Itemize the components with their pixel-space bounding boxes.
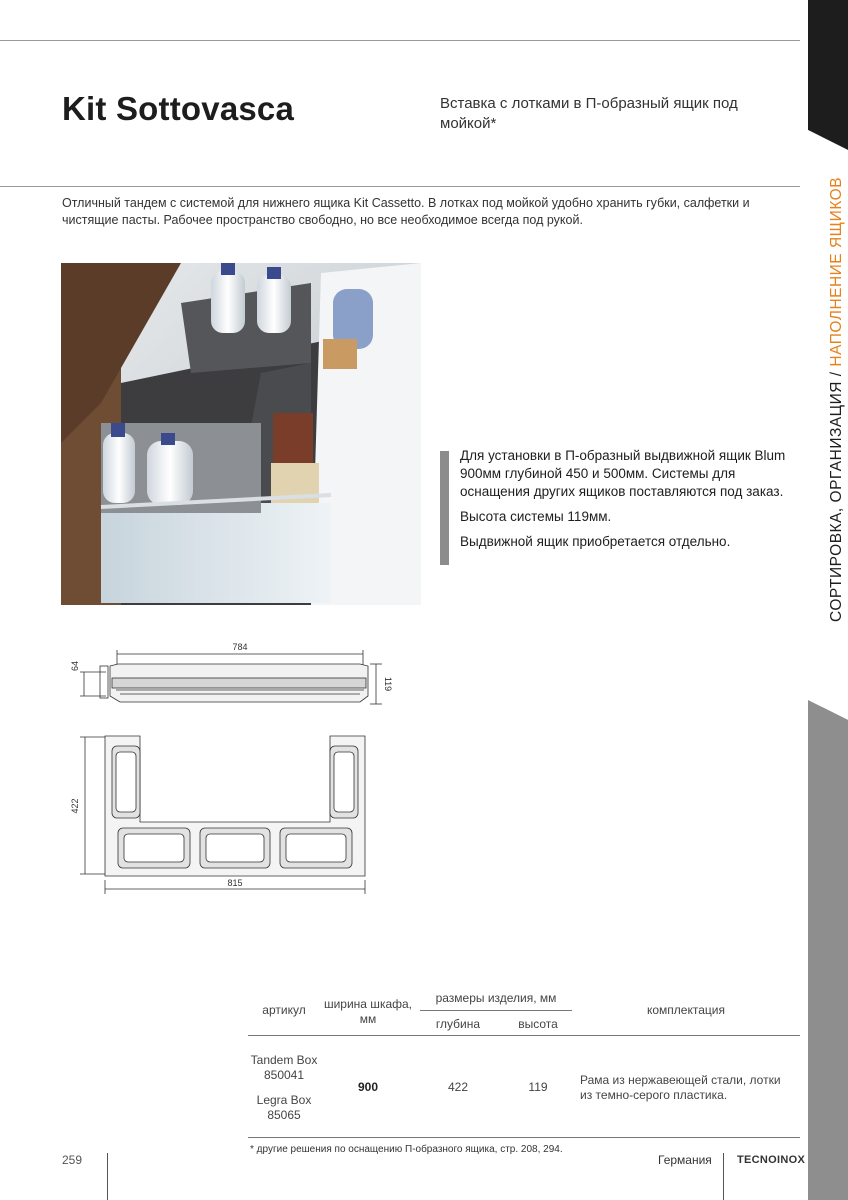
header-cabinet-width: ширина шкафа, мм [323, 997, 413, 1026]
info-height-text: Высота системы 119мм. [460, 509, 612, 524]
info-install-text: Для установки в П-образный выдвижной ящик Blum 900мм глубиной 450 и 500мм. Системы для оснащения других ящиков поставляются под заказ. [460, 448, 786, 499]
info-block [460, 447, 800, 558]
header-height: высота [518, 1017, 558, 1031]
top-rule [0, 40, 800, 41]
side-tab-label-accent: НАПОЛНЕНИЕ ЯЩИКОВ [828, 176, 845, 367]
section-rule [0, 186, 800, 187]
info-drawer-text: Выдвижной ящик приобретается отдельно. [460, 534, 731, 549]
cell-depth: 422 [447, 1080, 469, 1094]
page-title: Kit Sottovasca [62, 90, 295, 127]
page-subtitle: Вставка с лотками в П-образный ящик под мойкой* [440, 95, 738, 132]
info-accent-bar [440, 451, 449, 565]
technical-drawing [60, 636, 393, 903]
footer-divider-right [723, 1153, 724, 1200]
footnote: * другие решения по оснащению П-образного ящика, стр. 208, 294. [250, 1144, 563, 1155]
cell-height: 119 [528, 1080, 548, 1094]
brand-logo: TECNOINOX [737, 1154, 806, 1166]
side-tab-label-main: СОРТИРОВКА, ОРГАНИЗАЦИЯ / [828, 366, 845, 622]
cell-cabinet-width: 900 [357, 1080, 379, 1094]
page-number: 259 [62, 1153, 83, 1167]
dim-top-width: 784 [232, 642, 248, 652]
dim-bottom-width: 815 [227, 878, 243, 888]
footer-country: Германия [658, 1153, 712, 1167]
header-depth: глубина [435, 1017, 481, 1031]
product-photo [61, 263, 421, 605]
header-dimensions-rule [420, 1010, 572, 1011]
header-dimensions: размеры изделия, мм [435, 991, 557, 1005]
dim-left-height: 64 [70, 660, 80, 672]
header-contents: комплектация [647, 1003, 725, 1017]
side-tab-label [828, 177, 846, 622]
header-rule [248, 1035, 800, 1036]
intro-text: Отличный тандем с системой для нижнего ящика Kit Cassetto. В лотках под мойкой удобно хранить губки, салфетки и чистящие пасты. Рабочее пространство свободно, но все необходимое всегда под рукой. [62, 196, 750, 227]
cell-contents: Рама из нержавеющей стали, лотки из темно-серого пластика. [580, 1073, 781, 1102]
dim-depth: 422 [70, 798, 80, 814]
cell-article-legra: Legra Box 85065 [256, 1093, 312, 1122]
header-article: артикул [262, 1003, 306, 1017]
table-bottom-rule [248, 1137, 800, 1138]
dim-right-height: 119 [383, 676, 393, 692]
cell-article-tandem: Tandem Box 850041 [250, 1053, 318, 1082]
footer-divider-left [107, 1153, 108, 1200]
